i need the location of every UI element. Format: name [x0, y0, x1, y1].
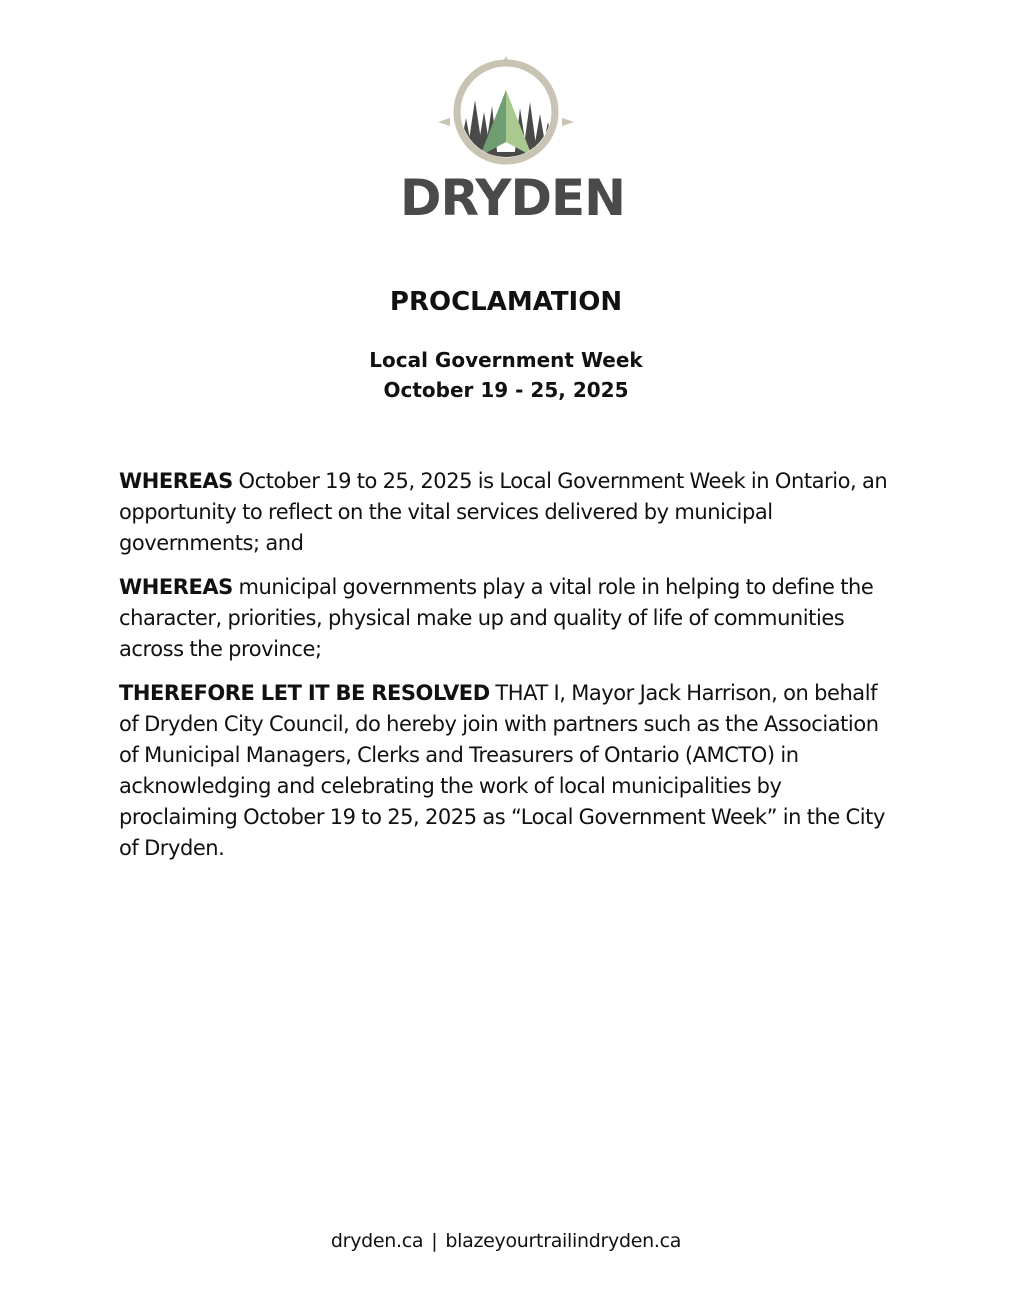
paragraph-lead: WHEREAS	[119, 575, 233, 599]
paragraph-text: municipal governments play a vital role in helping to define the character, priorities, physical make up and quality of life of communities across the province;	[119, 575, 874, 661]
footer-link-dryden: dryden.ca	[330, 1230, 424, 1252]
proclamation-body	[119, 466, 889, 877]
dryden-logo	[400, 56, 625, 228]
page-title: PROCLAMATION	[389, 287, 623, 317]
footer	[0, 1227, 1012, 1255]
paragraph-whereas-2	[119, 572, 889, 665]
paragraph-whereas-1	[119, 466, 889, 559]
footer-separator: |	[431, 1230, 438, 1252]
event-name: Local Government Week	[369, 348, 643, 372]
paragraph-text: THAT I, Mayor Jack Harrison, on behalf of Dryden City Council, do hereby join with partners such as the Association of Municipal Managers, Clerks and Treasurers of Ontario (AMCTO) in acknowledging and celebrating the work of local municipalities by proclaiming October 19 to 25, 2025 as “Local Government Week” in the City of Dryden.	[119, 681, 885, 860]
event-dates: October 19 - 25, 2025	[383, 378, 629, 402]
paragraph-text: October 19 to 25, 2025 is Local Government Week in Ontario, an opportunity to reflect on the vital services delivered by municipal governments; and	[119, 469, 888, 555]
paragraph-lead: THEREFORE LET IT BE RESOLVED	[119, 681, 490, 705]
footer-link-blaze: blazeyourtrailindryden.ca	[445, 1230, 682, 1252]
compass-mountain-trees-logo-icon	[400, 56, 612, 166]
logo-wordmark: DRYDEN	[400, 169, 625, 227]
paragraph-resolution	[119, 678, 889, 864]
paragraph-lead: WHEREAS	[119, 469, 233, 493]
